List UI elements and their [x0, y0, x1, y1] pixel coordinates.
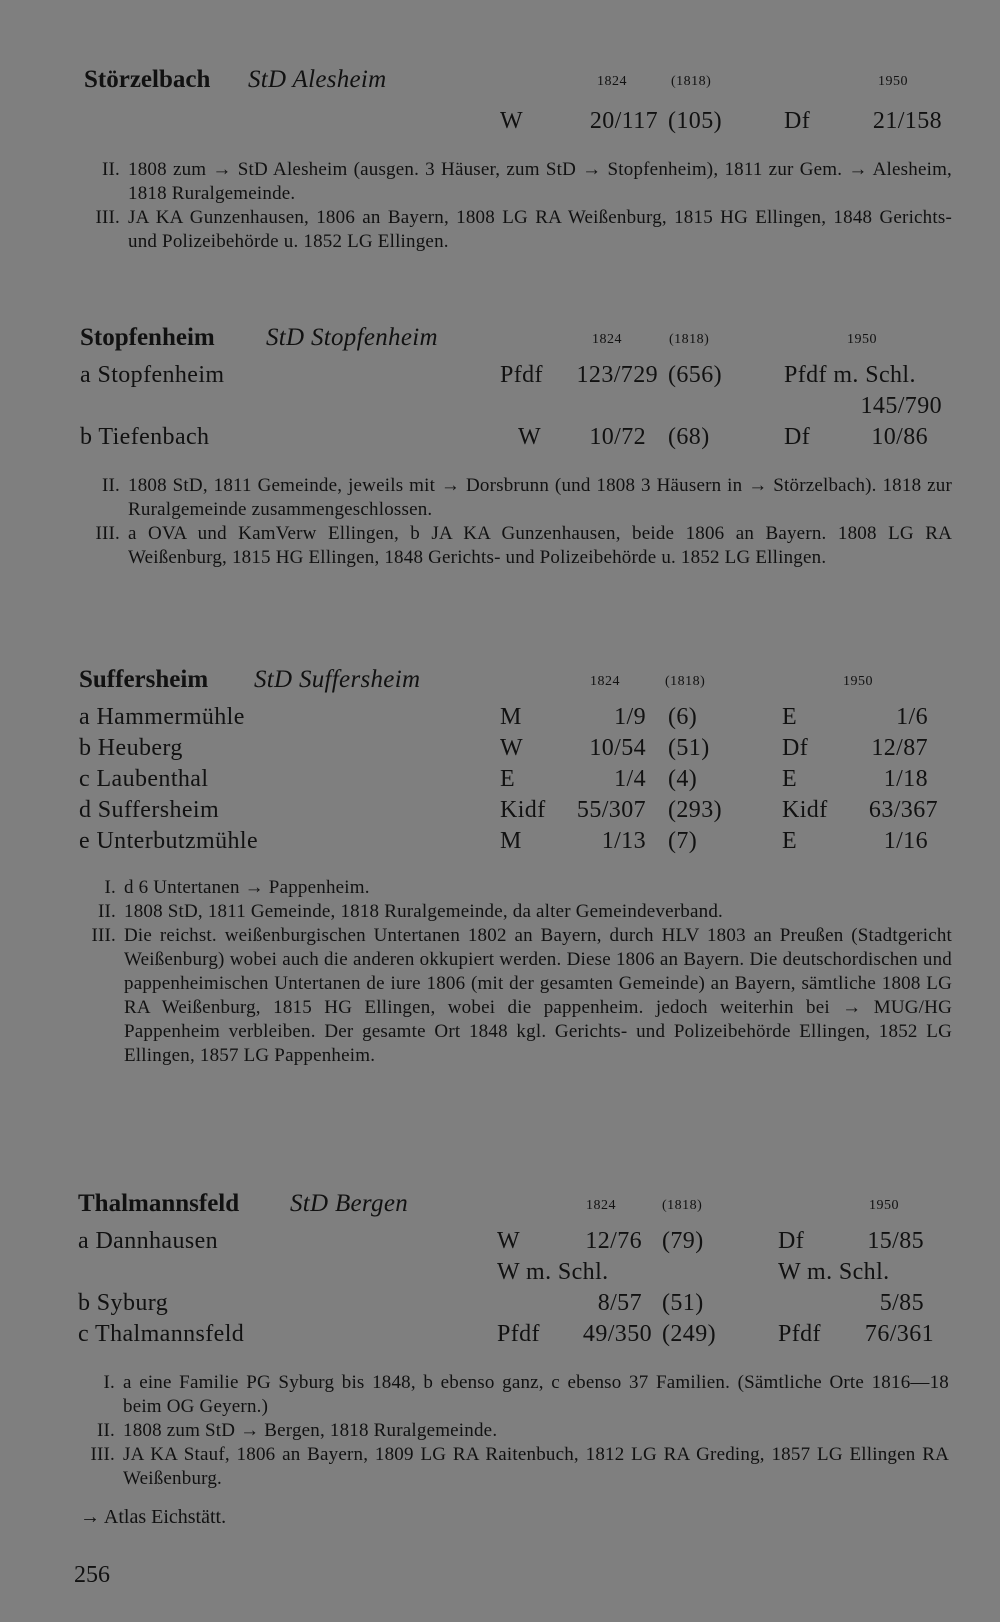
year-1950: 1950	[869, 1198, 899, 1213]
notes-suffersheim	[80, 876, 952, 1068]
cat-1824: E	[500, 766, 516, 792]
val-1950: 1/16	[883, 828, 928, 854]
val-1818: (7)	[668, 828, 698, 854]
year-1824: 1824	[592, 332, 622, 347]
cat-1950: E	[782, 828, 798, 854]
table-row	[0, 108, 1000, 139]
entry-header	[0, 66, 1000, 100]
val-1950: 12/87	[871, 735, 928, 761]
table-row	[0, 828, 1000, 859]
val-1824: 123/729	[576, 362, 658, 388]
note-i: I. d 6 Untertanen → Pappenheim.	[104, 877, 370, 898]
cat-1824: W	[497, 1228, 521, 1254]
val-1818: (51)	[668, 735, 710, 761]
cat-1824: W m. Schl.	[497, 1259, 609, 1285]
val-1950: 15/85	[867, 1228, 924, 1254]
table-row	[0, 362, 1000, 393]
entry-stopfenheim	[0, 324, 1000, 455]
val-1824: 55/307	[576, 797, 646, 823]
cat-1824: Kidf	[500, 797, 546, 823]
val-1950: 5/85	[879, 1290, 924, 1316]
year-1824: 1824	[597, 74, 627, 89]
cat-1950: Df	[784, 424, 811, 450]
place-name: Stopfenheim	[80, 324, 215, 351]
place-row-name: a Hammermühle	[79, 704, 245, 730]
table-row	[0, 797, 1000, 828]
note-iii: III. a OVA und KamVerw Ellingen, b JA KA Gunzenhausen, beide 1806 an Bayern. 1808 LG RA Weißenburg, 1815 HG Ellingen, 1848 Gerichts- und Polizeibehörde u. 1852 LG Ellingen.	[95, 523, 952, 568]
cat-1824: W	[500, 735, 524, 761]
cross-reference: → Atlas Eichstätt.	[80, 1506, 227, 1528]
note-i: I. a eine Familie PG Syburg bis 1848, b ebenso ganz, c ebenso 37 Familien. (Sämtliche Orte 1816—18 beim OG Geyern.)	[103, 1372, 949, 1417]
place-name: Störzelbach	[84, 66, 211, 93]
val-1824: 49/350	[582, 1321, 652, 1347]
val-1818: (68)	[668, 424, 710, 450]
notes-thalmannsfeld	[79, 1371, 949, 1491]
table-row	[0, 393, 1000, 424]
std-name: StD Bergen	[290, 1190, 409, 1217]
cat-1824: Pfdf	[497, 1321, 540, 1347]
cat-1950: Df	[784, 108, 811, 134]
table-row	[0, 766, 1000, 797]
val-1950: 145/790	[860, 393, 942, 419]
entry-suffersheim	[0, 666, 1000, 859]
page-number: 256	[74, 1562, 110, 1588]
entry-header	[0, 1190, 1000, 1224]
place-row-name: b Syburg	[78, 1290, 169, 1316]
note-ii: II. 1808 zum → StD Alesheim (ausgen. 3 Häuser, zum StD → Stopfenheim), 1811 zur Gem. → Alesheim, 1818 Ruralgemeinde.	[101, 159, 952, 204]
cat-1950: E	[782, 704, 798, 730]
std-name: StD Suffersheim	[254, 666, 421, 693]
place-row-name: c Laubenthal	[79, 766, 209, 792]
cat-1950: E	[782, 766, 798, 792]
val-1818: (4)	[668, 766, 698, 792]
entry-thalmannsfeld	[0, 1190, 1000, 1352]
std-name: StD Stopfenheim	[266, 324, 438, 351]
entry-stoerzelbach	[0, 66, 1000, 139]
cat-1950: Pfdf	[778, 1321, 821, 1347]
table-row	[0, 1290, 1000, 1321]
place-row-name: b Heuberg	[79, 735, 183, 761]
val-1818: (79)	[662, 1228, 704, 1254]
year-1950: 1950	[843, 674, 873, 689]
place-row-name: a Stopfenheim	[80, 362, 225, 388]
year-1818: (1818)	[665, 674, 706, 689]
val-1824: 1/9	[614, 704, 646, 730]
place-row-name: e Unterbutzmühle	[79, 828, 259, 854]
val-1818: (656)	[668, 362, 722, 388]
val-1824: 10/54	[589, 735, 646, 761]
val-1950: 63/367	[868, 797, 938, 823]
cat-1824: Pfdf	[500, 362, 543, 388]
table-row	[0, 1228, 1000, 1259]
cat-1950: Df	[778, 1228, 805, 1254]
val-1824: 1/13	[601, 828, 646, 854]
val-1818: (51)	[662, 1290, 704, 1316]
cat-1950: Df	[782, 735, 809, 761]
note-ii: II. 1808 zum StD → Bergen, 1818 Ruralgemeinde.	[96, 1420, 498, 1441]
val-1950: 10/86	[871, 424, 928, 450]
table-row	[0, 1259, 1000, 1290]
notes-stoerzelbach	[84, 158, 952, 254]
val-1818: (249)	[662, 1321, 716, 1347]
table-row	[0, 424, 1000, 455]
year-1818: (1818)	[662, 1198, 703, 1213]
cat-1824: W	[500, 108, 524, 134]
val-1824: 8/57	[597, 1290, 642, 1316]
place-row-name: b Tiefenbach	[80, 424, 210, 450]
year-1950: 1950	[878, 74, 908, 89]
val-1824: 12/76	[585, 1228, 642, 1254]
val-1818: (6)	[668, 704, 698, 730]
val-1824: 1/4	[614, 766, 646, 792]
year-1950: 1950	[847, 332, 877, 347]
val-1824: 10/72	[589, 424, 646, 450]
cat-1950: Pfdf m. Schl.	[784, 362, 916, 388]
cat-1824: M	[500, 704, 522, 730]
note-ii: II. 1808 StD, 1811 Gemeinde, jeweils mit → Dorsbrunn (und 1808 3 Häusern in → Störzelbach). 1818 zur Ruralgemeinde zusammengeschlossen.	[101, 475, 952, 520]
note-ii: II. 1808 StD, 1811 Gemeinde, 1818 Ruralgemeinde, da alter Gemeindeverband.	[97, 901, 723, 922]
note-iii: III. JA KA Gunzenhausen, 1806 an Bayern, 1808 LG RA Weißenburg, 1815 HG Ellingen, 1848 Gerichts- und Polizeibehörde u. 1852 LG Ellingen.	[95, 207, 952, 252]
place-row-name: d Suffersheim	[79, 797, 220, 823]
notes-stopfenheim	[84, 474, 952, 570]
year-1818: (1818)	[671, 74, 712, 89]
year-1824: 1824	[586, 1198, 616, 1213]
entry-header	[0, 324, 1000, 358]
cat-1824: W	[518, 424, 542, 450]
val-1950: 21/158	[872, 108, 942, 134]
cat-1950: Kidf	[782, 797, 828, 823]
year-1818: (1818)	[669, 332, 710, 347]
entry-header	[0, 666, 1000, 700]
cat-1824: M	[500, 828, 522, 854]
table-row	[0, 704, 1000, 735]
val-1950: 76/361	[864, 1321, 934, 1347]
cat-1950: W m. Schl.	[778, 1259, 890, 1285]
val-1950: 1/6	[896, 704, 928, 730]
val-1818: (293)	[668, 797, 722, 823]
val-1824: 20/117	[589, 108, 658, 134]
note-iii: III. Die reichst. weißenburgischen Untertanen 1802 an Bayern, durch HLV 1803 an Preußen (Stadtgericht Weißenburg) wobei auch die anderen okkupiert werden. Diese 1806 an Bayern. Die deutschordischen und pappenheimischen Untertanen de iure 1806 (mit der gesamten Gemeinde) an Bayern, sämtliche 1808 LG RA Weißenburg, 1815 HG Ellingen, wobei die pappenheim. jedoch weiterhin bei → MUG/HG Pappenheim verbleiben. Der gesamte Ort 1848 kgl. Gerichts- und Polizeibehörde Ellingen, 1852 LG Ellingen, 1857 LG Pappenheim.	[91, 925, 952, 1066]
place-row-name: a Dannhausen	[78, 1228, 219, 1254]
place-name: Thalmannsfeld	[78, 1190, 240, 1217]
std-name: StD Alesheim	[248, 66, 387, 93]
place-row-name: c Thalmannsfeld	[78, 1321, 245, 1347]
val-1950: 1/18	[883, 766, 928, 792]
place-name: Suffersheim	[79, 666, 209, 693]
table-row	[0, 735, 1000, 766]
val-1818: (105)	[668, 108, 722, 134]
note-iii: III. JA KA Stauf, 1806 an Bayern, 1809 LG RA Raitenbuch, 1812 LG RA Greding, 1857 LG Ellingen RA Weißenburg.	[90, 1444, 949, 1489]
table-row	[0, 1321, 1000, 1352]
year-1824: 1824	[590, 674, 620, 689]
